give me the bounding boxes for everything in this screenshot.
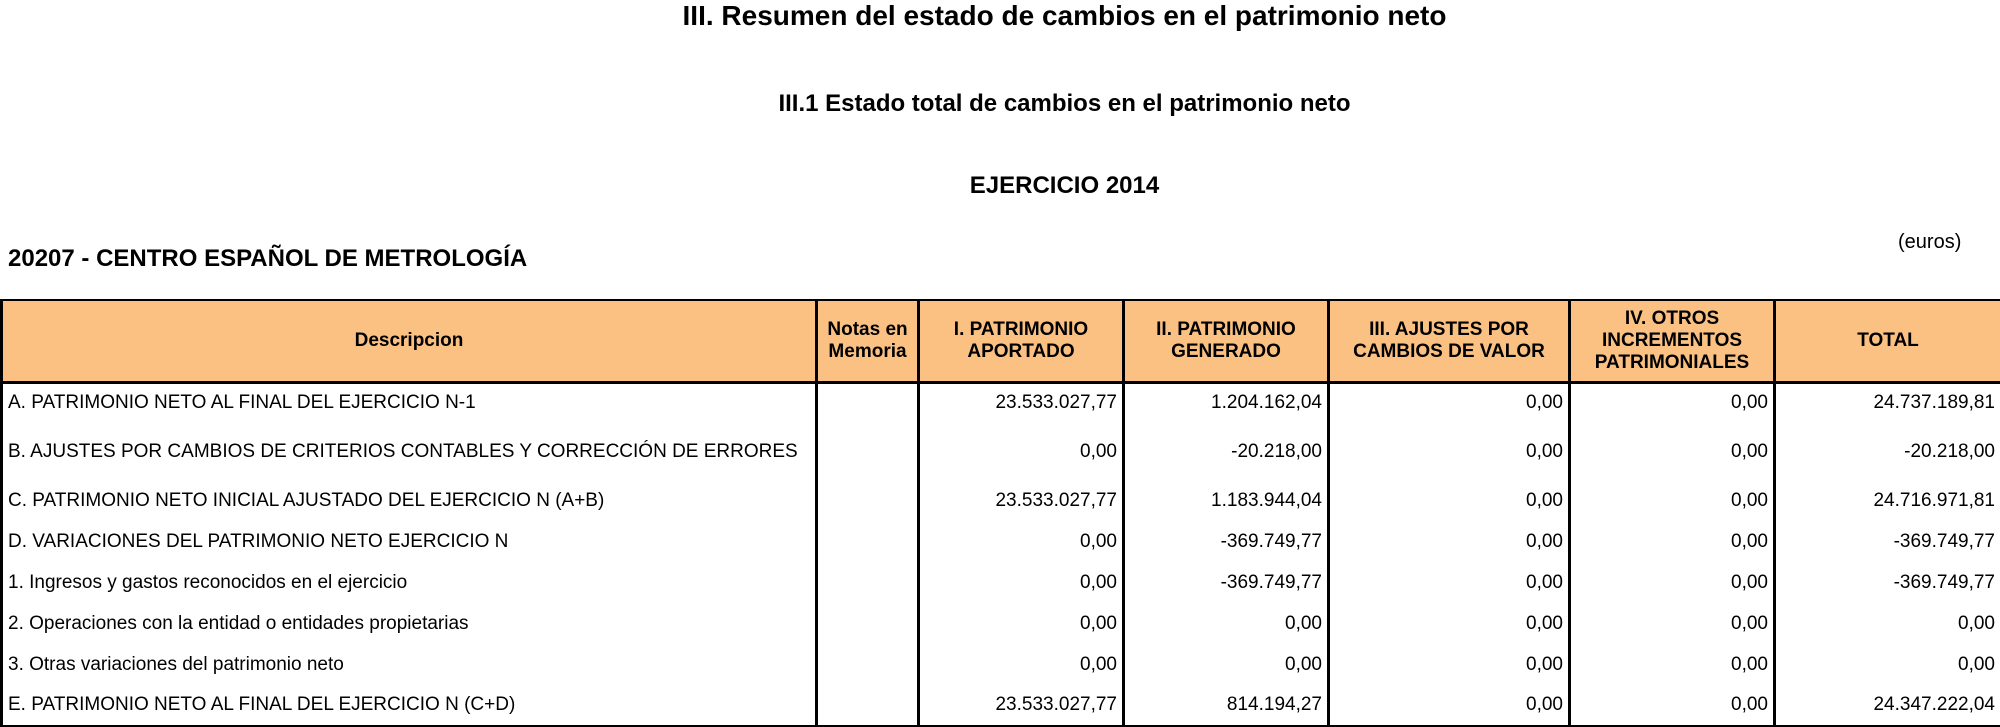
row-ajustes: 0,00 [1329, 644, 1570, 685]
table-row [2, 480, 2000, 521]
row-otros-incrementos: 0,00 [1570, 480, 1775, 521]
row-patrimonio-aportado: 0,00 [919, 562, 1124, 603]
table-row [2, 382, 2000, 423]
table-row [2, 603, 2000, 644]
row-ajustes: 0,00 [1329, 382, 1570, 423]
row-ajustes: 0,00 [1329, 521, 1570, 562]
row-ajustes: 0,00 [1329, 562, 1570, 603]
table-row [2, 423, 2000, 480]
row-patrimonio-generado: 1.183.944,04 [1124, 480, 1329, 521]
row-description: D. VARIACIONES DEL PATRIMONIO NETO EJERCICIO N [2, 521, 817, 562]
row-patrimonio-generado: -369.749,77 [1124, 521, 1329, 562]
row-otros-incrementos: 0,00 [1570, 685, 1775, 726]
row-patrimonio-generado: -20.218,00 [1124, 423, 1329, 480]
row-total: -369.749,77 [1775, 562, 2000, 603]
row-total: 0,00 [1775, 603, 2000, 644]
row-description: 3. Otras variaciones del patrimonio neto [2, 644, 817, 685]
fiscal-year: EJERCICIO 2014 [0, 172, 2000, 200]
row-patrimonio-aportado: 23.533.027,77 [919, 382, 1124, 423]
row-patrimonio-aportado: 0,00 [919, 423, 1124, 480]
row-patrimonio-aportado: 23.533.027,77 [919, 685, 1124, 726]
row-patrimonio-generado: 814.194,27 [1124, 685, 1329, 726]
row-patrimonio-aportado: 0,00 [919, 644, 1124, 685]
report-title: III. Resumen del estado de cambios en el patrimonio neto [0, 0, 2000, 32]
table-row [2, 644, 2000, 685]
table-header-row [2, 300, 2000, 382]
column-header-notas: Notas en Memoria [817, 300, 919, 382]
row-notas [817, 562, 919, 603]
row-otros-incrementos: 0,00 [1570, 382, 1775, 423]
row-otros-incrementos: 0,00 [1570, 603, 1775, 644]
row-notas [817, 480, 919, 521]
column-header-patrimonio-generado: II. PATRIMONIO GENERADO [1124, 300, 1329, 382]
column-header-otros-incrementos: IV. OTROS INCREMENTOS PATRIMONIALES [1570, 300, 1775, 382]
row-notas [817, 603, 919, 644]
row-notas [817, 685, 919, 726]
table-row [2, 562, 2000, 603]
currency-unit: (euros) [1898, 231, 1961, 254]
row-otros-incrementos: 0,00 [1570, 562, 1775, 603]
row-total: -369.749,77 [1775, 521, 2000, 562]
row-total: -20.218,00 [1775, 423, 2000, 480]
row-total: 24.716.971,81 [1775, 480, 2000, 521]
column-header-patrimonio-aportado: I. PATRIMONIO APORTADO [919, 300, 1124, 382]
row-patrimonio-aportado: 23.533.027,77 [919, 480, 1124, 521]
row-ajustes: 0,00 [1329, 480, 1570, 521]
report-subtitle: III.1 Estado total de cambios en el patrimonio neto [0, 90, 2000, 118]
row-description: 1. Ingresos y gastos reconocidos en el ejercicio [2, 562, 817, 603]
column-header-ajustes: III. AJUSTES POR CAMBIOS DE VALOR [1329, 300, 1570, 382]
row-patrimonio-generado: -369.749,77 [1124, 562, 1329, 603]
row-notas [817, 521, 919, 562]
row-notas [817, 423, 919, 480]
entity-name: 20207 - CENTRO ESPAÑOL DE METROLOGÍA [8, 245, 527, 273]
row-description: C. PATRIMONIO NETO INICIAL AJUSTADO DEL EJERCICIO N (A+B) [2, 480, 817, 521]
row-total: 0,00 [1775, 644, 2000, 685]
table-row [2, 685, 2000, 726]
row-ajustes: 0,00 [1329, 423, 1570, 480]
row-description: 2. Operaciones con la entidad o entidades propietarias [2, 603, 817, 644]
row-ajustes: 0,00 [1329, 685, 1570, 726]
row-total: 24.347.222,04 [1775, 685, 2000, 726]
row-notas [817, 644, 919, 685]
row-description: B. AJUSTES POR CAMBIOS DE CRITERIOS CONTABLES Y CORRECCIÓN DE ERRORES [2, 423, 817, 480]
row-otros-incrementos: 0,00 [1570, 423, 1775, 480]
row-total: 24.737.189,81 [1775, 382, 2000, 423]
row-patrimonio-aportado: 0,00 [919, 603, 1124, 644]
table-row [2, 521, 2000, 562]
row-patrimonio-generado: 1.204.162,04 [1124, 382, 1329, 423]
row-notas [817, 382, 919, 423]
row-otros-incrementos: 0,00 [1570, 521, 1775, 562]
row-description: E. PATRIMONIO NETO AL FINAL DEL EJERCICIO N (C+D) [2, 685, 817, 726]
row-patrimonio-generado: 0,00 [1124, 603, 1329, 644]
column-header-descripcion: Descripcion [2, 300, 817, 382]
equity-changes-table [0, 299, 2000, 727]
row-patrimonio-aportado: 0,00 [919, 521, 1124, 562]
row-ajustes: 0,00 [1329, 603, 1570, 644]
column-header-total: TOTAL [1775, 300, 2000, 382]
row-patrimonio-generado: 0,00 [1124, 644, 1329, 685]
row-description: A. PATRIMONIO NETO AL FINAL DEL EJERCICIO N-1 [2, 382, 817, 423]
row-otros-incrementos: 0,00 [1570, 644, 1775, 685]
